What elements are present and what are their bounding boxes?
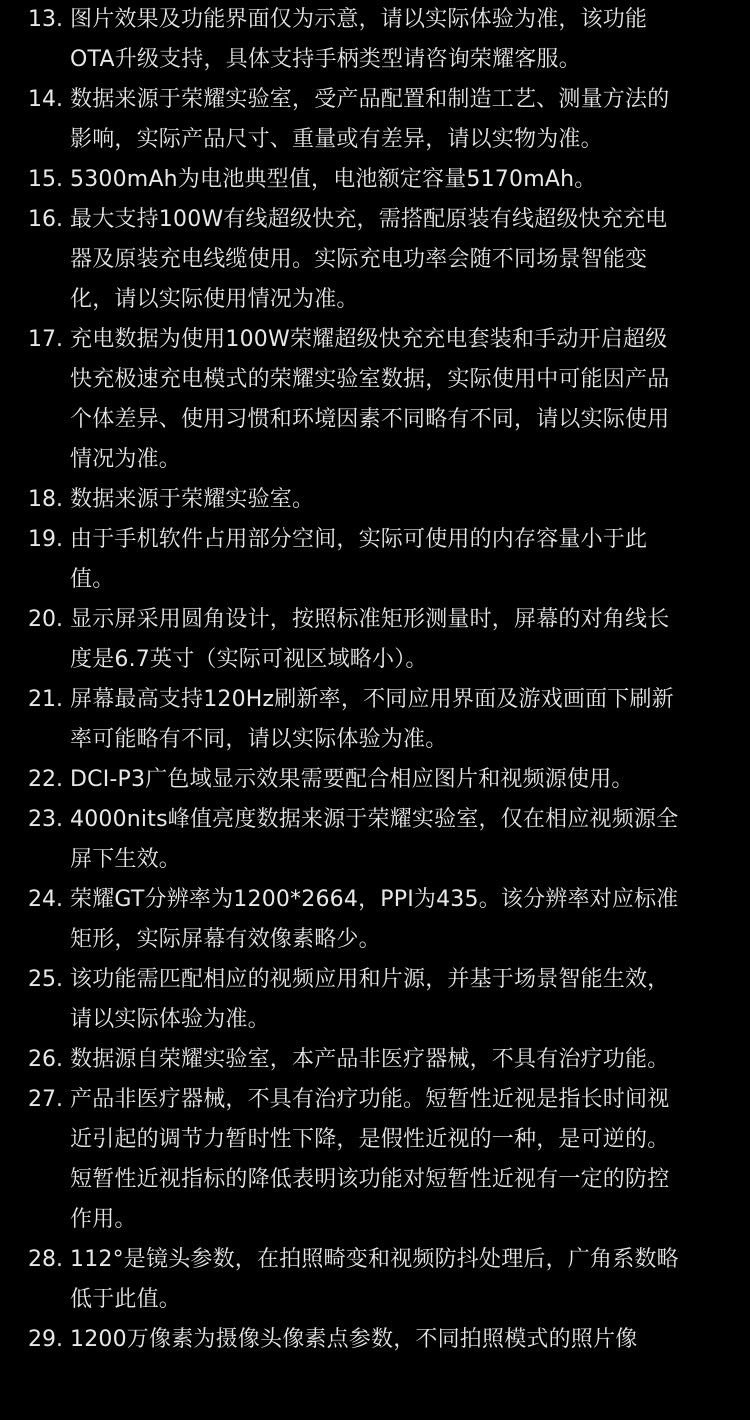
footnote-number: 17. — [28, 327, 63, 352]
footnote-number: 28. — [28, 1247, 63, 1272]
footnote-text: 屏幕最高支持120Hz刷新率，不同应用界面及游戏画面下刷新率可能略有不同，请以实际体验为准。 — [70, 687, 674, 752]
footnote-26 — [0, 1040, 750, 1080]
footnote-number: 14. — [28, 87, 63, 112]
footnote-text: 数据源自荣耀实验室，本产品非医疗器械，不具有治疗功能。 — [70, 1047, 670, 1072]
footnote-number: 26. — [28, 1047, 63, 1072]
footnote-18 — [0, 480, 750, 520]
footnote-28 — [0, 1240, 750, 1320]
footnote-17 — [0, 320, 750, 480]
footnote-text: 该功能需匹配相应的视频应用和片源，并基于场景智能生效，请以实际体验为准。 — [70, 967, 670, 1032]
footnote-number: 27. — [28, 1087, 63, 1112]
footnote-text: 荣耀GT分辨率为1200*2664，PPI为435。该分辨率对应标准矩形，实际屏幕有效像素略少。 — [70, 887, 679, 952]
footnote-16 — [0, 200, 750, 320]
footnote-text: 4000nits峰值亮度数据来源于荣耀实验室，仅在相应视频源全屏下生效。 — [70, 807, 679, 872]
footnote-number: 18. — [28, 487, 63, 512]
footnote-number: 15. — [28, 167, 63, 192]
footnote-20 — [0, 600, 750, 680]
footnote-text: 充电数据为使用100W荣耀超级快充充电套装和手动开启超级快充极速充电模式的荣耀实验室数据，实际使用中可能因产品个体差异、使用习惯和环境因素不同略有不同，请以实际使用情况为准。 — [70, 327, 670, 472]
footnote-text: 由于手机软件占用部分空间，实际可使用的内存容量小于此值。 — [70, 527, 648, 592]
footnote-text: 112°是镜头参数，在拍照畸变和视频防抖处理后，广角系数略低于此值。 — [70, 1247, 679, 1312]
footnote-number: 19. — [28, 527, 63, 552]
footnote-25 — [0, 960, 750, 1040]
footnote-text: 显示屏采用圆角设计，按照标准矩形测量时，屏幕的对角线长度是6.7英寸（实际可视区域略小）。 — [70, 607, 670, 672]
footnote-text: 数据来源于荣耀实验室，受产品配置和制造工艺、测量方法的影响，实际产品尺寸、重量或有差异，请以实物为准。 — [70, 87, 670, 152]
footnote-19 — [0, 520, 750, 600]
footnote-21 — [0, 680, 750, 760]
footnote-number: 22. — [28, 767, 63, 792]
footnote-number: 20. — [28, 607, 63, 632]
footnote-number: 25. — [28, 967, 63, 992]
footnote-29 — [0, 1320, 750, 1360]
footnote-text: 1200万像素为摄像头像素点参数，不同拍照模式的照片像 — [70, 1327, 638, 1352]
footnote-text: 产品非医疗器械，不具有治疗功能。短暂性近视是指长时间视近引起的调节力暂时性下降，是假性近视的一种，是可逆的。 短暂性近视指标的降低表明该功能对短暂性近视有一定的防控作用。 — [70, 1087, 670, 1232]
footnote-number: 24. — [28, 887, 63, 912]
footnote-number: 16. — [28, 207, 63, 232]
footnote-text: 数据来源于荣耀实验室。 — [70, 487, 315, 512]
footnote-14 — [0, 80, 750, 160]
footnote-text: 图片效果及功能界面仅为示意，请以实际体验为准，该功能OTA升级支持，具体支持手柄类型请咨询荣耀客服。 — [70, 7, 648, 72]
footnote-text: 5300mAh为电池典型值，电池额定容量5170mAh。 — [70, 167, 597, 192]
footnote-text: 最大支持100W有线超级快充，需搭配原装有线超级快充充电器及原装充电线缆使用。实际充电功率会随不同场景智能变化，请以实际使用情况为准。 — [70, 207, 668, 312]
footnote-23 — [0, 800, 750, 880]
footnote-13 — [0, 0, 750, 80]
footnote-number: 29. — [28, 1327, 63, 1352]
footnote-number: 13. — [28, 7, 63, 32]
footnote-number: 21. — [28, 687, 63, 712]
footnote-24 — [0, 880, 750, 960]
footnote-text: DCI-P3广色域显示效果需要配合相应图片和视频源使用。 — [70, 767, 634, 792]
footnote-22 — [0, 760, 750, 800]
footnote-27 — [0, 1080, 750, 1240]
footnote-number: 23. — [28, 807, 63, 832]
footnote-15 — [0, 160, 750, 200]
